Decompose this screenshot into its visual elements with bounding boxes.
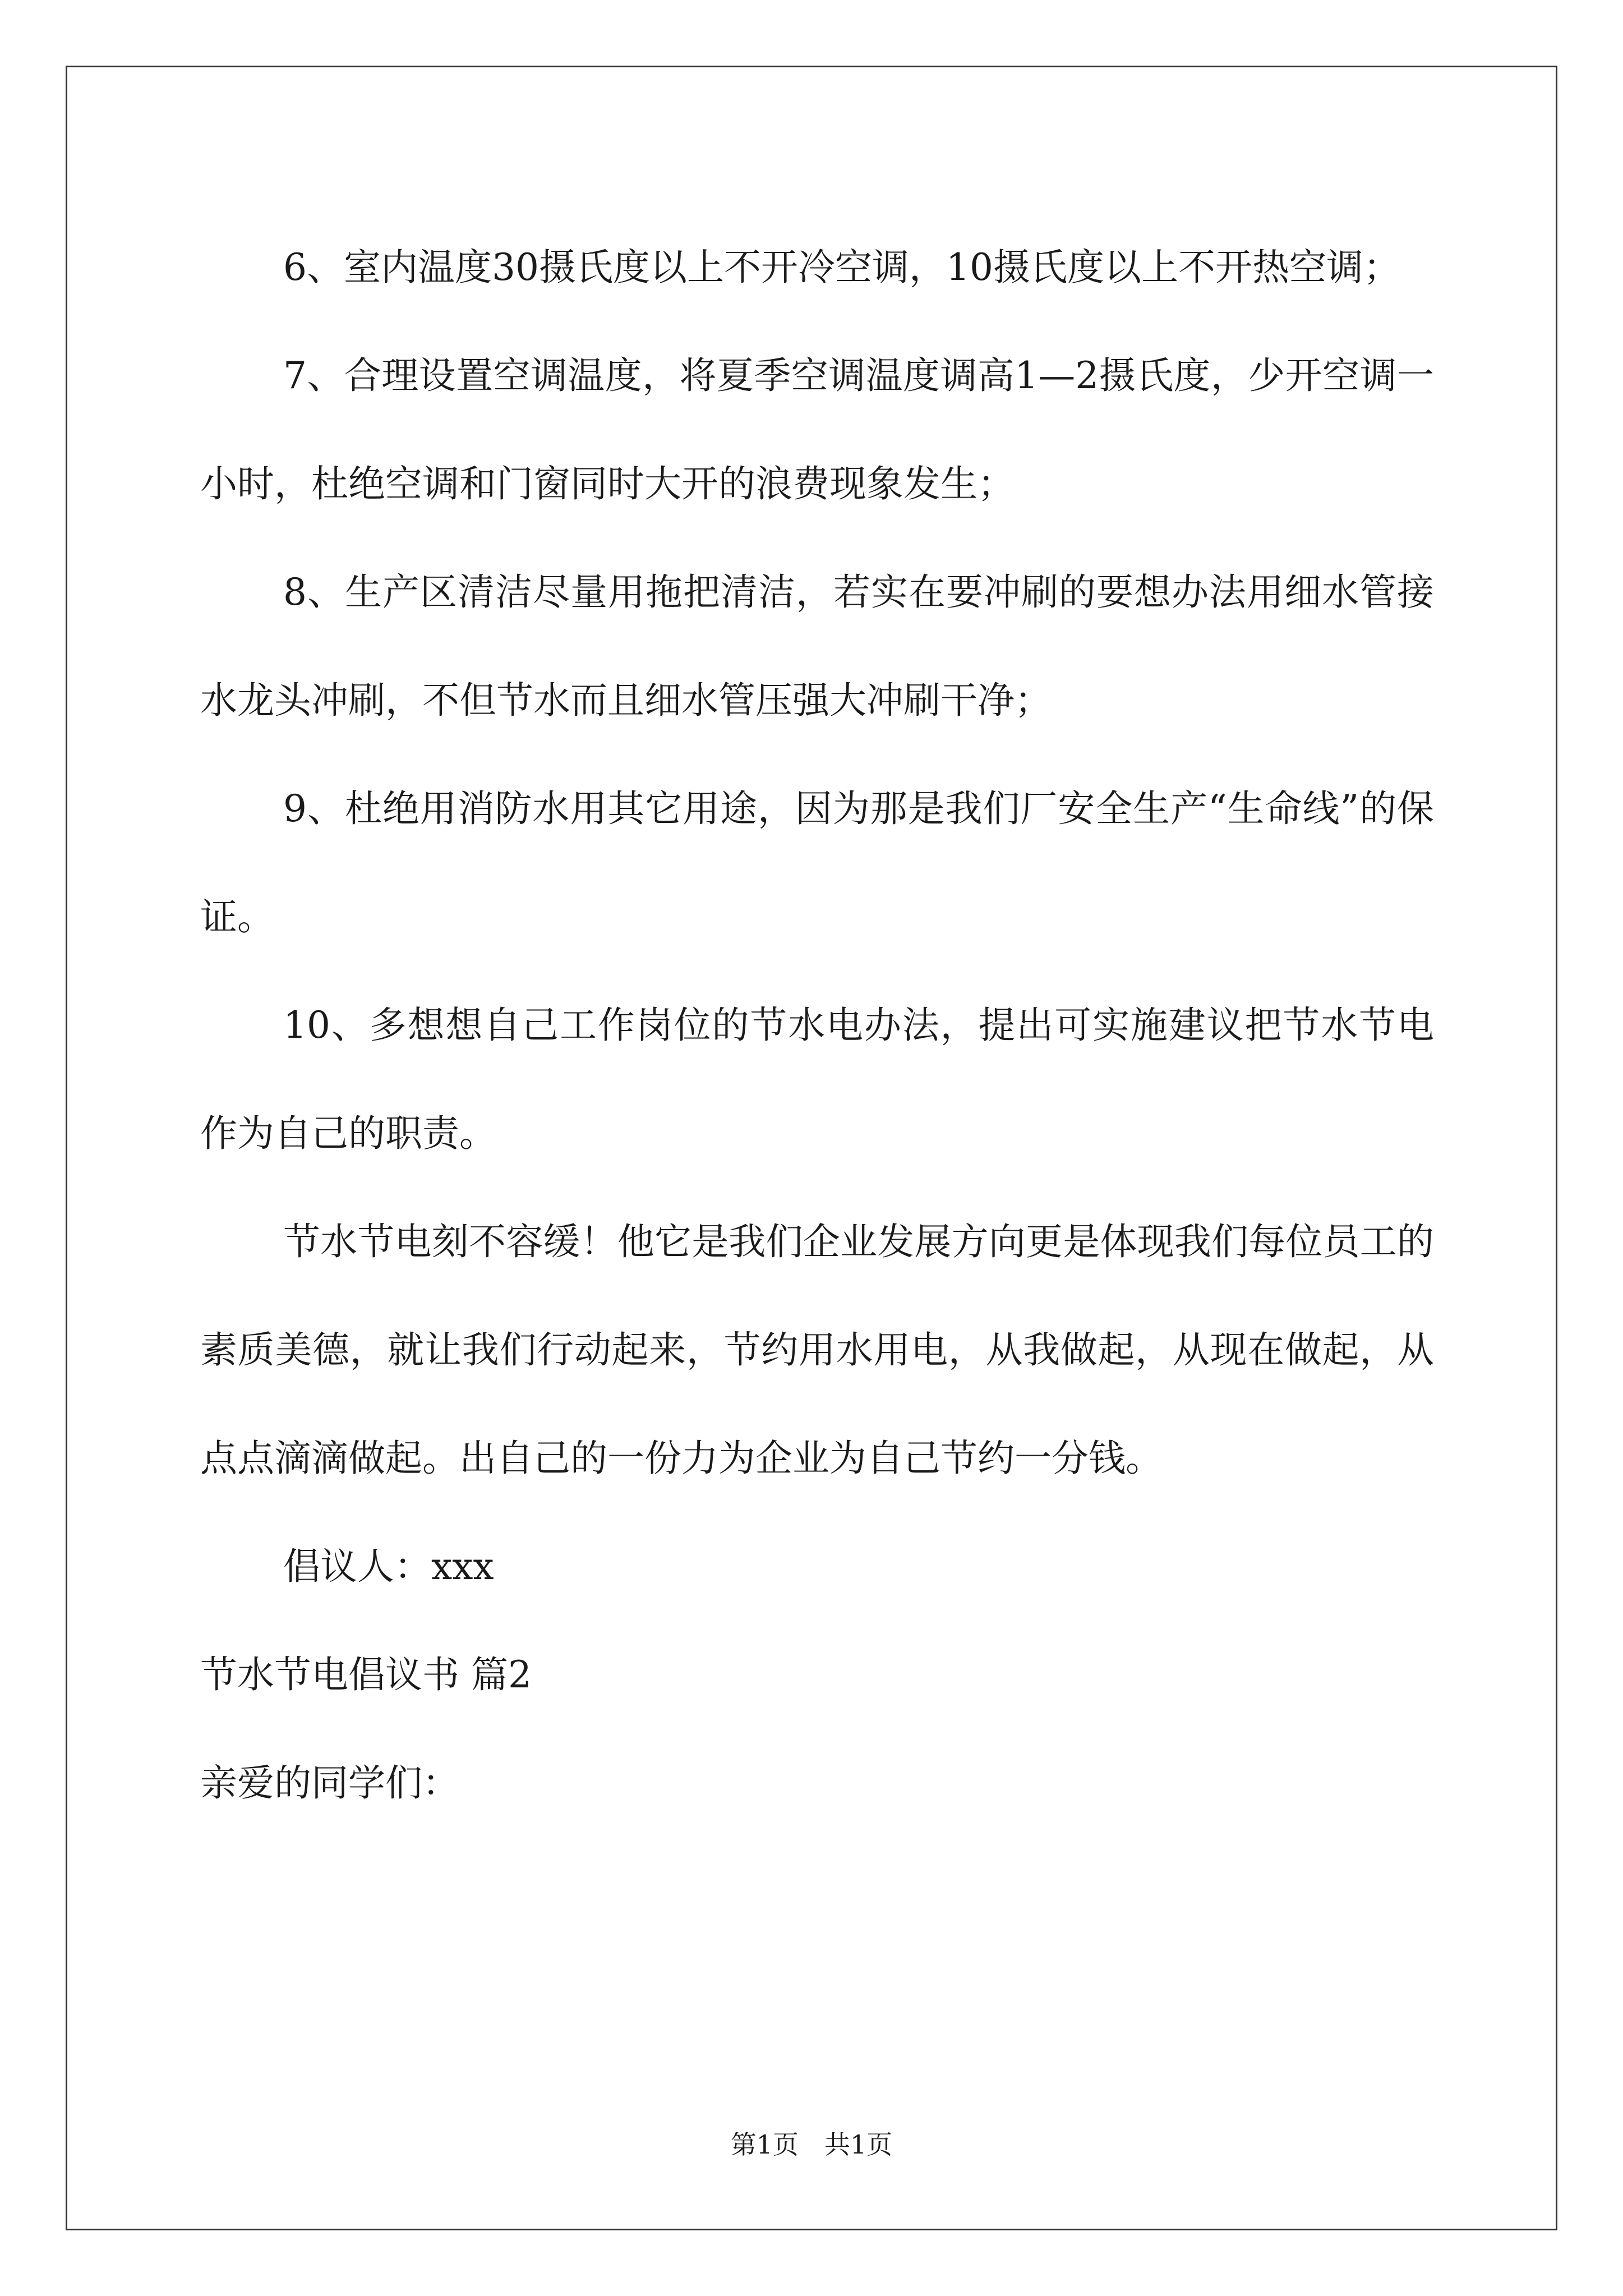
paragraph-item-8: 8、生产区清洁尽量用拖把清洁，若实在要冲刷的要想办法用细水管接水龙头冲刷，不但节水而且细水管压强大冲刷干净； (200, 570, 1434, 722)
page-footer (0, 2128, 1623, 2161)
paragraph-item-7: 7、合理设置空调温度，将夏季空调温度调高1—2摄氏度，少开空调一小时，杜绝空调和门窗同时大开的浪费现象发生； (200, 354, 1434, 505)
section-title: 节水节电倡议书 篇2 (200, 1653, 532, 1696)
initiator-line: 倡议人：xxx (283, 1545, 494, 1588)
page-number-current: 第1页 (730, 2129, 799, 2160)
document-body (200, 213, 1434, 1837)
paragraph-appeal: 节水节电刻不容缓！他它是我们企业发展方向更是体现我们每位员工的素质美德，就让我们行动起来，节约用水用电，从我做起，从现在做起，从点点滴滴做起。出自己的一份力为企业为自己节约一分钱。 (200, 1220, 1434, 1480)
page-number-total: 共1页 (824, 2129, 893, 2160)
paragraph-item-10: 10、多想想自己工作岗位的节水电办法，提出可实施建议把节水节电作为自己的职责。 (200, 1004, 1434, 1155)
paragraph-item-6: 6、室内温度30摄氏度以上不开冷空调，10摄氏度以上不开热空调； (283, 246, 1400, 289)
paragraph-item-9: 9、杜绝用消防水用其它用途，因为那是我们厂安全生产“生命线”的保证。 (200, 787, 1434, 938)
salutation: 亲爱的同学们： (200, 1761, 459, 1805)
